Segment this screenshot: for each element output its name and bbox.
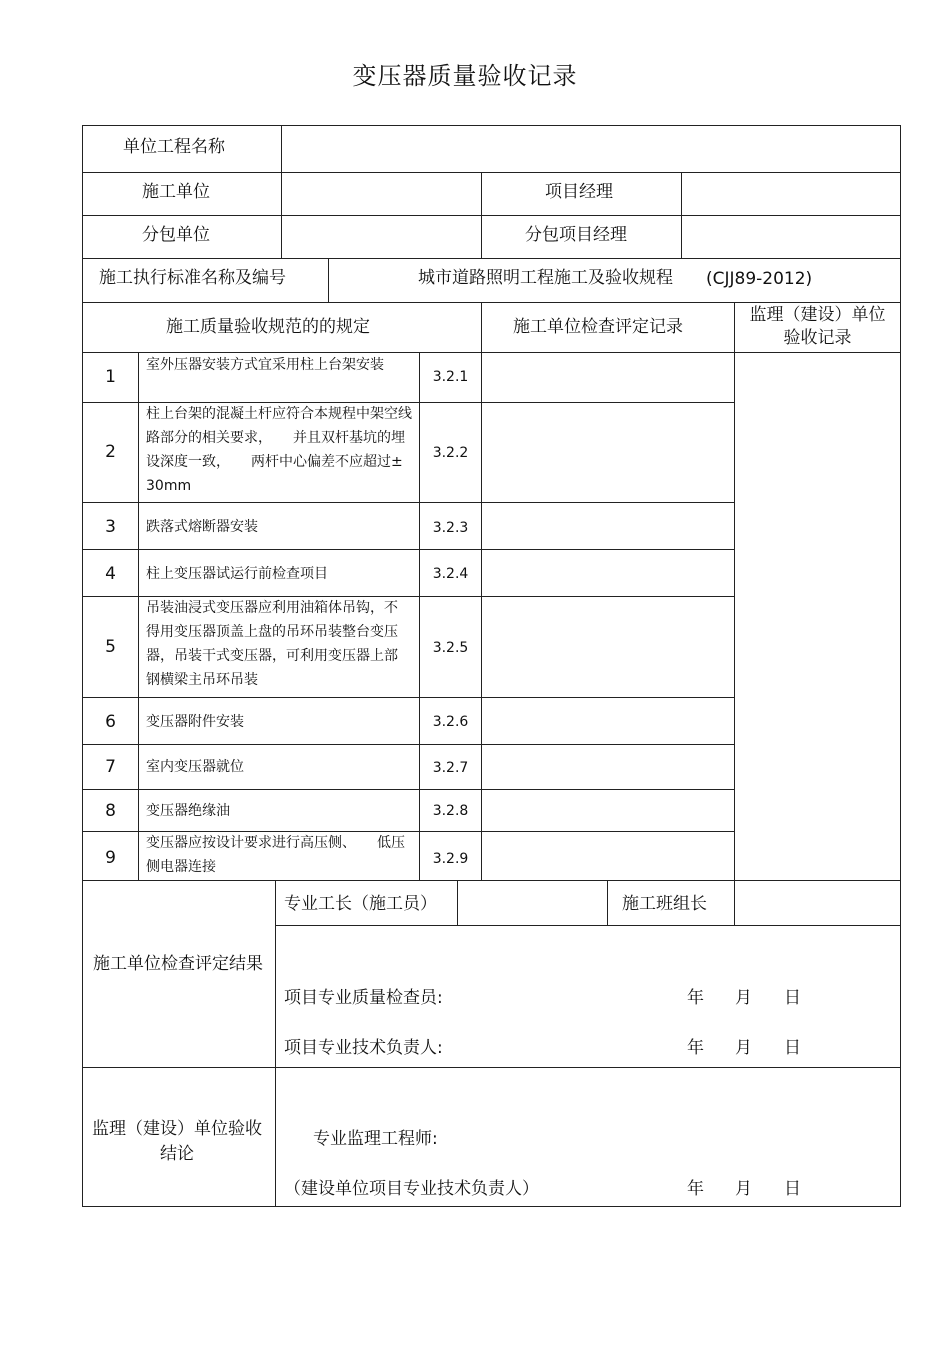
item-number: 6 (105, 712, 116, 732)
tech-lead-label: 项目专业技术负责人: (284, 1038, 443, 1058)
date-day: 日 (784, 1179, 801, 1199)
rule (900, 125, 901, 1207)
unit-project-name-label: 单位工程名称 (123, 137, 225, 157)
item-text: 变压器应按设计要求进行高压侧、 低压侧电器连接 (146, 835, 405, 875)
rule (82, 125, 901, 126)
record-column-header: 施工单位检查评定记录 (513, 317, 683, 337)
item-number: 8 (105, 801, 116, 821)
item-number: 5 (105, 637, 116, 657)
item-text: 室外压器安装方式宜采用柱上台架安装 (146, 357, 384, 373)
date-year: 年 (687, 988, 704, 1008)
rule (82, 502, 735, 503)
standard-code: (CJJ89-2012) (706, 269, 813, 289)
check-result-label: 施工单位检查评定结果 (93, 954, 263, 974)
rule (481, 172, 482, 258)
item-number: 4 (105, 564, 116, 584)
rule (82, 1067, 901, 1068)
rule (681, 172, 682, 258)
page-title: 变压器质量验收记录 (352, 62, 578, 90)
date-month: 月 (735, 1179, 752, 1199)
subcontract-unit-label: 分包单位 (142, 225, 210, 245)
rule (607, 880, 608, 925)
rule (82, 789, 735, 790)
item-number: 2 (105, 442, 116, 462)
construction-unit-label: 施工单位 (142, 182, 210, 202)
item-code: 3.2.9 (432, 851, 469, 867)
rule (82, 549, 735, 550)
standard-label: 施工执行标准名称及编号 (99, 268, 286, 288)
date-year: 年 (687, 1038, 704, 1058)
item-text: 跌落式熔断器安装 (146, 519, 258, 535)
item-text: 柱上变压器试运行前检查项目 (146, 566, 328, 582)
rule (138, 352, 139, 880)
date-day: 日 (784, 988, 801, 1008)
spec-column-header: 施工质量验收规范的的规定 (166, 317, 370, 337)
rule (457, 880, 458, 925)
rule (82, 125, 83, 1207)
item-text: 室内变压器就位 (146, 759, 244, 775)
supervision-column-header-line1: 监理（建设）单位 (749, 305, 886, 325)
item-number: 1 (105, 367, 116, 387)
item-code: 3.2.6 (432, 714, 469, 730)
quality-inspector-label: 项目专业质量检查员: (284, 988, 443, 1008)
item-code: 3.2.3 (432, 520, 469, 536)
item-code: 3.2.7 (432, 760, 469, 776)
rule (734, 880, 735, 925)
item-code: 3.2.2 (432, 445, 469, 461)
item-text: 变压器绝缘油 (146, 803, 230, 819)
rule (328, 258, 329, 302)
rule (82, 880, 901, 881)
supervision-column-header-line2: 验收记录 (783, 328, 852, 348)
rule (734, 302, 735, 880)
standard-value: 城市道路照明工程施工及验收规程 (418, 268, 673, 288)
supervision-conclusion-label: 监理（建设）单位验收结论 (92, 1119, 262, 1164)
rule (82, 258, 901, 259)
owner-tech-lead-label: （建设单位项目专业技术负责人） (284, 1179, 539, 1199)
supervisor-label: 专业监理工程师: (313, 1129, 438, 1149)
foreman-label: 专业工长（施工员） (284, 894, 437, 914)
project-manager-label: 项目经理 (545, 182, 613, 202)
rule (82, 697, 735, 698)
item-code: 3.2.8 (432, 803, 469, 819)
rule (82, 1206, 901, 1207)
rule (82, 215, 901, 216)
rule (481, 302, 482, 880)
rule (275, 925, 901, 926)
item-number: 3 (105, 517, 116, 537)
item-text: 柱上台架的混凝土杆应符合本规程中架空线路部分的相关要求， 并且双杆基坑的埋设深度一致， 两杆中心偏差不应超过± 30mm (146, 406, 417, 494)
subcontract-pm-label: 分包项目经理 (525, 225, 627, 245)
team-leader-label: 施工班组长 (622, 894, 707, 914)
date-month: 月 (735, 988, 752, 1008)
item-text: 吊装油浸式变压器应利用油箱体吊钩，不得用变压器顶盖上盘的吊环吊装整台变压器，吊装干式变压器，可利用变压器上部钢横梁主吊环吊装 (146, 600, 398, 688)
rule (82, 744, 735, 745)
item-code: 3.2.1 (432, 369, 469, 385)
item-text: 变压器附件安装 (146, 714, 244, 730)
rule (281, 125, 282, 258)
date-month: 月 (735, 1038, 752, 1058)
item-number: 7 (105, 757, 116, 777)
item-number: 9 (105, 848, 116, 868)
date-day: 日 (784, 1038, 801, 1058)
rule (275, 880, 276, 1207)
date-year: 年 (687, 1179, 704, 1199)
rule (82, 172, 901, 173)
item-code: 3.2.5 (432, 640, 469, 656)
item-code: 3.2.4 (432, 566, 469, 582)
